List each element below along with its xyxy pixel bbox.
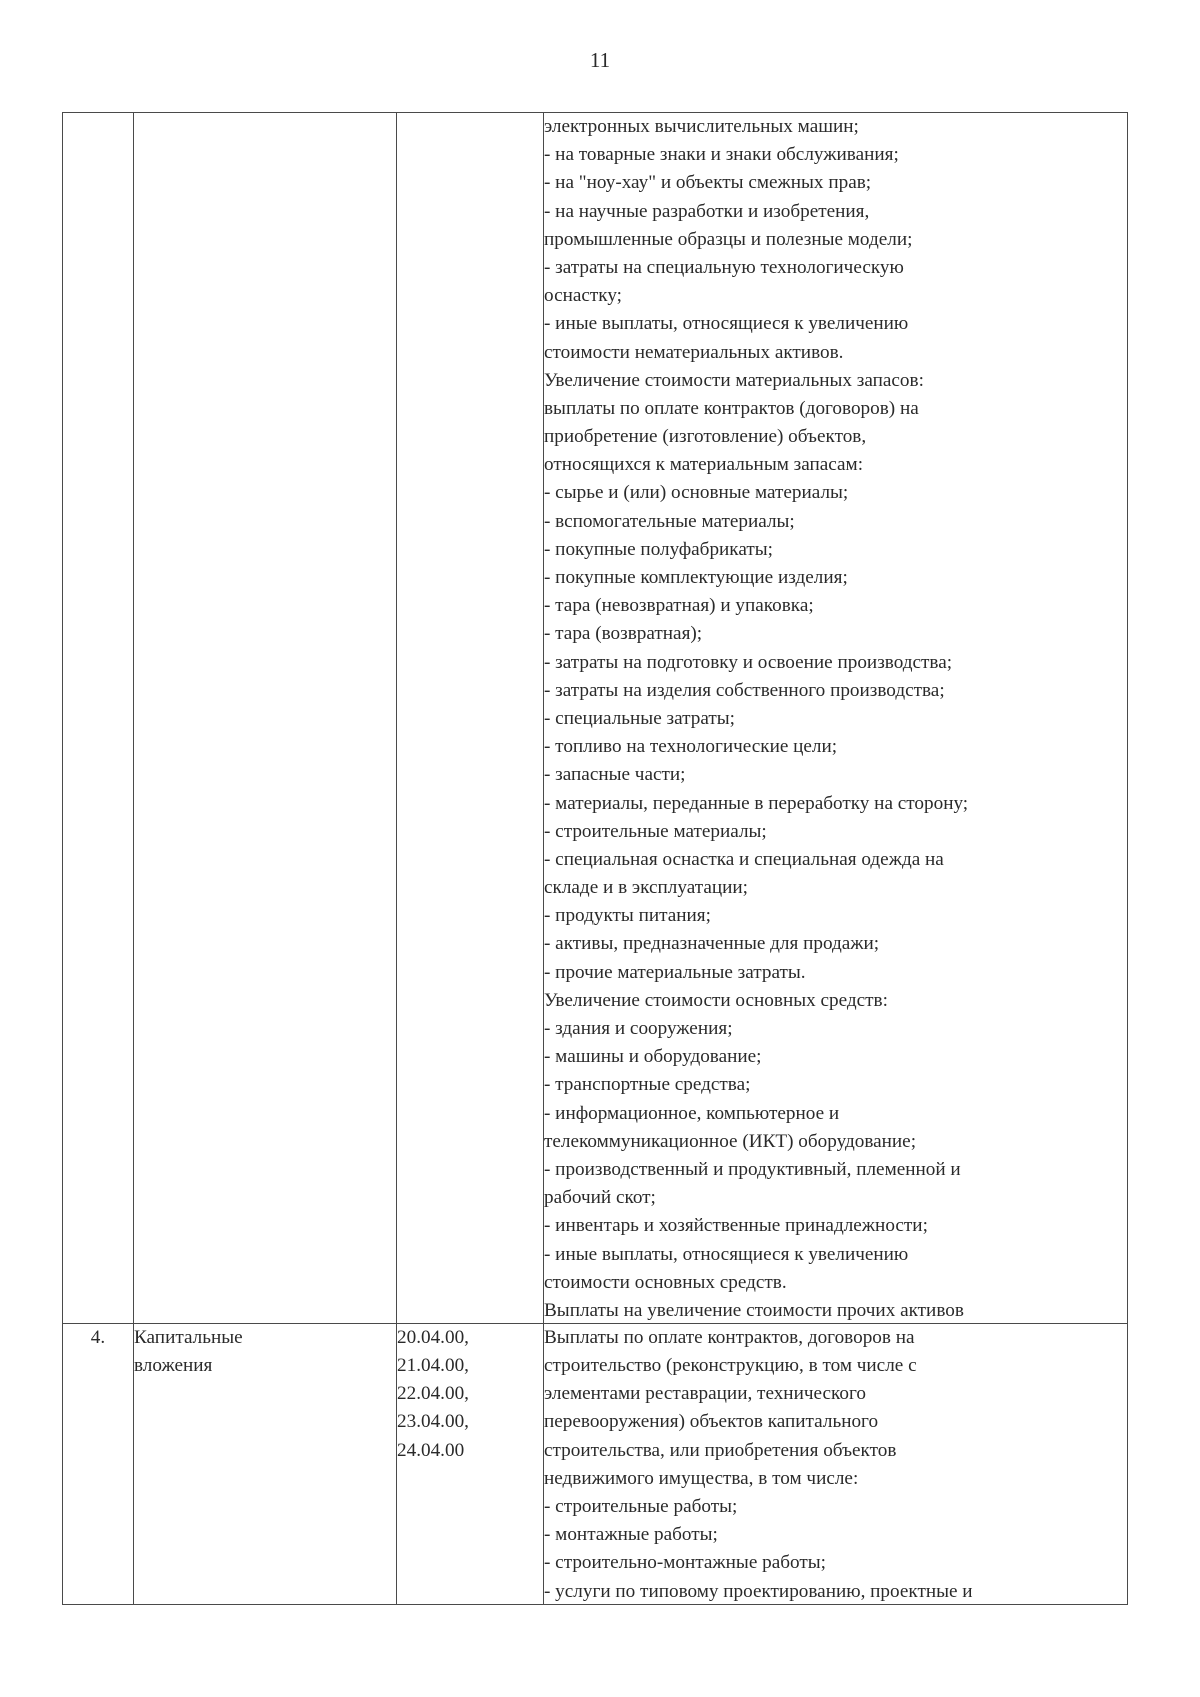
description-line: - информационное, компьютерное и (544, 1102, 840, 1124)
description-line: - покупные комплектующие изделия; (544, 567, 848, 588)
description-line: - прочие материальные затраты. (544, 961, 806, 983)
description-line: - транспортные средства; (544, 1074, 751, 1096)
description-line: недвижимого имущества, в том числе: (544, 1467, 859, 1489)
description-line: - топливо на технологические цели; (544, 736, 838, 758)
description-line: Выплаты по оплате контрактов, договоров на (544, 1326, 915, 1348)
description-line: - покупные полуфабрикаты; (544, 538, 773, 560)
code-line: 22.04.00, (397, 1383, 469, 1405)
description-line: - затраты на подготовку и освоение производства; (544, 651, 953, 673)
description-line: - тара (возвратная); (544, 623, 703, 645)
description-line: оснастку; (544, 285, 622, 307)
description-line: - вспомогательные материалы; (544, 510, 795, 532)
description-line: телекоммуникационное (ИКТ) оборудование; (544, 1130, 917, 1152)
description-line: Увеличение стоимости основных средств: (544, 989, 888, 1011)
table-row (63, 1323, 1128, 1604)
description-line: - материалы, переданные в переработку на сторону; (544, 792, 969, 814)
description-line: - запасные части; (544, 764, 686, 786)
description-line: - тара (невозвратная) и упаковка; (544, 595, 814, 617)
description-cell (544, 113, 1128, 1324)
expenditure-table (62, 112, 1128, 1605)
description-line: - затраты на изделия собственного производства; (544, 679, 945, 701)
description-line: рабочий скот; (544, 1187, 656, 1209)
description-line: - здания и сооружения; (544, 1018, 733, 1039)
description-line: - производственный и продуктивный, племенной и (544, 1158, 961, 1180)
description-line: - на товарные знаки и знаки обслуживания; (544, 144, 899, 166)
description-line: электронных вычислительных машин; (544, 116, 859, 137)
code-cell (397, 113, 544, 1324)
page-number: 11 (589, 48, 611, 72)
description-line: - строительно-монтажные работы; (544, 1552, 826, 1574)
description-line: Увеличение стоимости материальных запасов: (544, 369, 924, 391)
description-line: - специальные затраты; (544, 707, 735, 729)
code-cell (397, 1323, 544, 1604)
description-line: элементами реставрации, технического (544, 1383, 866, 1405)
code-line: 20.04.00, (397, 1326, 469, 1348)
item-name-line: Капитальные (134, 1326, 243, 1348)
description-line: - иные выплаты, относящиеся к увеличению (544, 313, 909, 335)
row-number-cell (63, 1323, 134, 1604)
description-cell (544, 1323, 1128, 1604)
description-line: - на научные разработки и изобретения, (544, 200, 870, 222)
description-line: относящихся к материальным запасам: (544, 454, 864, 476)
description-line: стоимости нематериальных активов. (544, 341, 844, 363)
item-name-cell (134, 1323, 397, 1604)
description-line: стоимости основных средств. (544, 1271, 787, 1293)
description-line: - на "ноу-хау" и объекты смежных прав; (544, 172, 872, 194)
code-line: 24.04.00 (397, 1439, 465, 1461)
description-line: - машины и оборудование; (544, 1046, 762, 1068)
description-line: - специальная оснастка и специальная одежда на (544, 848, 944, 870)
item-name-line: вложения (134, 1355, 213, 1377)
description-line: - монтажные работы; (544, 1524, 718, 1546)
description-line: промышленные образцы и полезные модели; (544, 228, 913, 250)
description-line: - услуги по типовому проектированию, проектные и (544, 1580, 973, 1602)
description-line: строительства, или приобретения объектов (544, 1439, 897, 1461)
description-line: складе и в эксплуатации; (544, 877, 748, 899)
description-line: - строительные материалы; (544, 820, 767, 842)
description-line: - строительные работы; (544, 1496, 738, 1517)
description-line: строительство (реконструкцию, в том числе с (544, 1355, 917, 1377)
description-line: - затраты на специальную технологическую (544, 256, 904, 278)
description-line: Выплаты на увеличение стоимости прочих активов (544, 1299, 964, 1321)
code-line: 21.04.00, (397, 1355, 469, 1377)
description-line: перевооружения) объектов капитального (544, 1411, 879, 1433)
table-row (63, 113, 1128, 1324)
description-line: приобретение (изготовление) объектов, (544, 426, 867, 448)
row-number-cell (63, 113, 134, 1324)
row-number: 4. (90, 1326, 106, 1348)
item-name-cell (134, 113, 397, 1324)
description-line: - инвентарь и хозяйственные принадлежности; (544, 1215, 928, 1237)
description-line: выплаты по оплате контрактов (договоров) на (544, 397, 919, 419)
description-line: - продукты питания; (544, 905, 711, 927)
description-line: - иные выплаты, относящиеся к увеличению (544, 1243, 909, 1265)
description-line: - сырье и (или) основные материалы; (544, 482, 849, 504)
description-line: - активы, предназначенные для продажи; (544, 933, 880, 955)
code-line: 23.04.00, (397, 1411, 469, 1433)
